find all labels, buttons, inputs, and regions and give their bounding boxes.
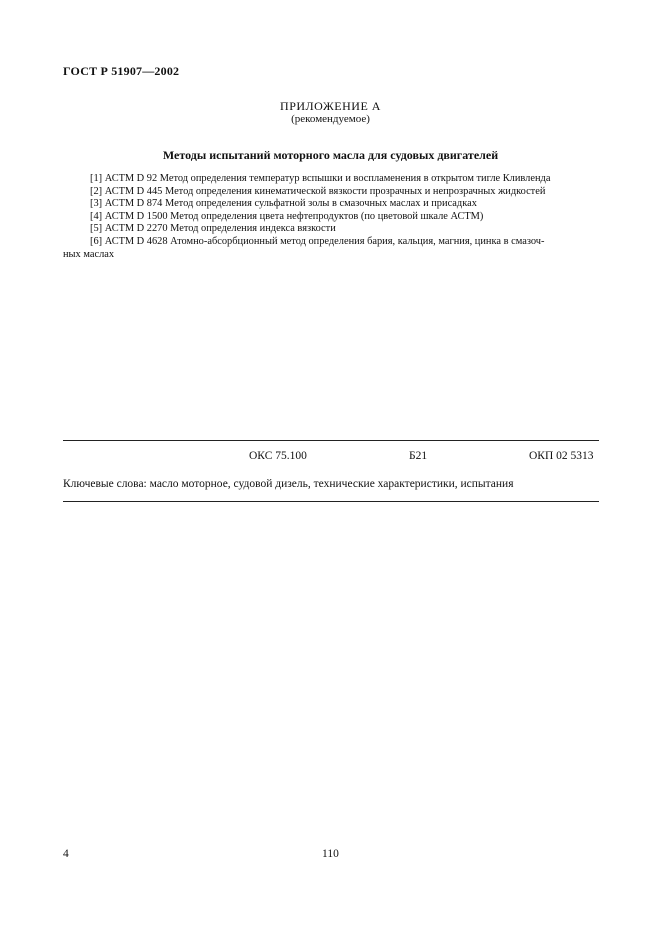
reference-text: [1] АСТМ D 92 Метод определения температур вспышки и воспламенения в открытом тигле Кливленда (90, 173, 551, 184)
reference-text: [6] АСТМ D 4628 Атомно-абсорбционный метод определения бария, кальция, магния, цинка в смазоч- (90, 235, 545, 247)
reference-item (63, 236, 603, 261)
reference-text: [4] АСТМ D 1500 Метод определения цвета нефтепродуктов (по цветовой шкале АСТМ) (90, 210, 484, 222)
reference-item (63, 173, 603, 186)
section-title: Методы испытаний моторного масла для судовых двигателей (162, 148, 499, 162)
divider-top (63, 440, 599, 441)
references-list (63, 173, 603, 261)
oks-code: ОКС 75.100 (249, 450, 307, 462)
divider-bottom (63, 501, 599, 502)
reference-item (63, 223, 603, 236)
appendix-title: ПРИЛОЖЕНИЕ А (280, 99, 381, 113)
reference-text-continuation: ных маслах (63, 248, 115, 260)
reference-text: [5] АСТМ D 2270 Метод определения индекса вязкости (90, 223, 336, 235)
page-number-center: 110 (322, 848, 339, 860)
appendix-subtitle: (рекомендуемое) (291, 113, 370, 125)
reference-item (63, 186, 603, 199)
reference-item (63, 211, 603, 224)
reference-text: [2] АСТМ D 445 Метод определения кинематической вязкости прозрачных и непрозрачных жидкостей (90, 185, 546, 197)
document-code: ГОСТ Р 51907—2002 (63, 64, 180, 78)
okp-code: ОКП 02 5313 (529, 450, 594, 462)
page-number-left: 4 (63, 848, 69, 860)
keywords-line: Ключевые слова: масло моторное, судовой дизель, технические характеристики, испытания (63, 478, 514, 490)
reference-text: [3] АСТМ D 874 Метод определения сульфатной золы в смазочных маслах и присадках (90, 198, 477, 210)
group-code: Б21 (409, 450, 428, 462)
reference-item (63, 198, 603, 211)
